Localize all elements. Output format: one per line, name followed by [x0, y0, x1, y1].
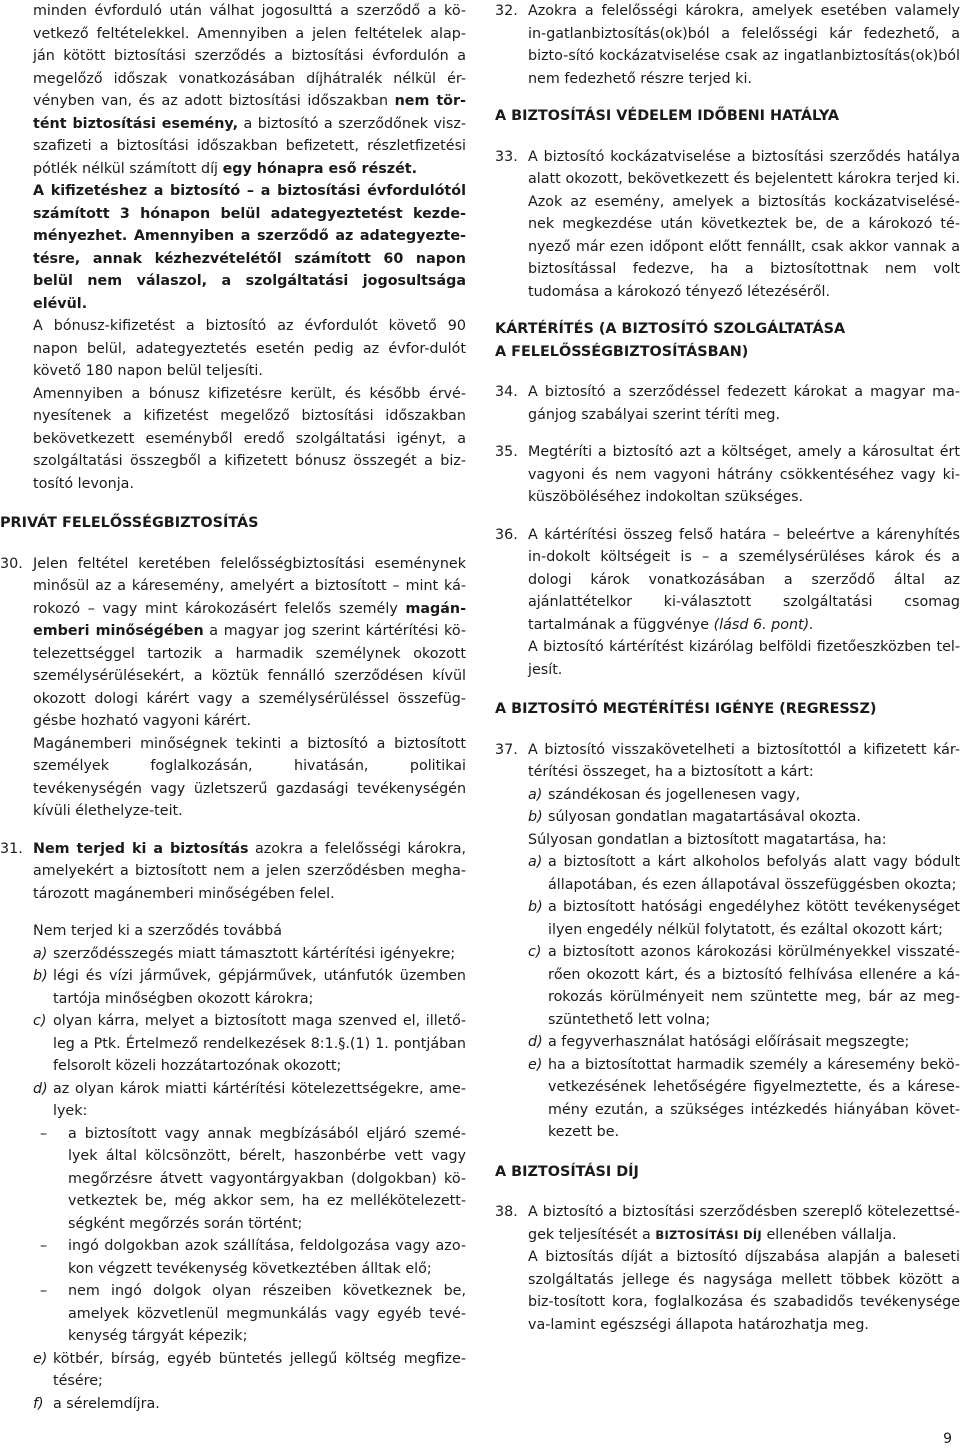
exclusion-e: e) kötbér, bírság, egyéb büntetés jellegű költség megfize-tésére;: [33, 1350, 466, 1389]
clause-number: 31.: [0, 840, 23, 857]
page-number: 9: [943, 1430, 952, 1447]
section-heading-regress: A BIZTOSÍTÓ MEGTÉRÍTÉSI IGÉNYE (REGRESSZ): [495, 701, 877, 717]
clause-36: 36. A kártérítési összeg felső határa – beleértve a kárenyhítés in-dokolt költségeit is – a személysérüléses károk és a dologi károk vonatkozásában a szerződő által az ajánlattételkor ki-választott szolgáltatási csomag tartalmának a függvénye (lásd 6. pont). A biztosító kártérítést kizárólag belföldi fizetőeszközben tel-jesít.: [495, 524, 960, 682]
clause-number: 30.: [0, 555, 23, 572]
clause-number: 34.: [495, 384, 518, 400]
clause-number: 35.: [495, 444, 518, 460]
exclusion-d-dash-3: – nem ingó dolgok olyan részeiben következnek be, amelyek közvetlenül megmunkálás vagy egyéb tevé-kenység tárgyát képezik;: [40, 1283, 466, 1344]
clause-38: 38. A biztosító a biztosítási szerződésben szereplő kötelezettsé-gek teljesítését a BIZTOSÍTÁSI DÍJ ellenében vállalja. A biztosítás díját a biztosító díjszabása alapján a baleseti szolgáltatás jellege és nagysága mellett többek között a biz-tosított kora, foglalkozása és szabadidős tevékenysége va-lamint egészségi állapota határozhatja meg.: [495, 1201, 960, 1336]
negligence-c: c) a biztosított azonos károkozási körülményekkel visszaté-rően okozott kárt, és a biztosító felhívása ellenére a ká-rokozás körülményeit nem szüntette meg, bár az meg-szüntethető lett volna;: [528, 944, 960, 1028]
clause-32: 32. Azokra a felelősségi károkra, amelyek esetében valamely in-gatlanbiztosítás(ok)ból a felelősségi kár fedezhető, a bizto-sító kockázatviselése csak az ingatlanbiztosítás(ok)ból nem fedezhető részre terjed ki.: [495, 0, 960, 90]
right-column: [495, 0, 960, 1336]
clause-30-private-capacity: Magánemberi minőségnek tekinti a biztosító a biztosított személyek foglalkozásán, hivatásán, politikai tevékenységén vagy üzletszerű gazdasági tevékenységén kívüli élethelyze-teit.: [33, 735, 466, 819]
bonus-paragraph: [0, 0, 466, 180]
bonus-payment: A bónusz-kifizetést a biztosító az évfordulót követő 90 napon belül, adategyeztetés esetén pedig az évfor-dulót követő 180 napon belül teljesíti.: [33, 318, 466, 379]
negligence-a: a) a biztosított a kárt alkoholos befolyás alatt vagy bódult állapotában, és ezen állapotával összefüggésben okozta;: [528, 854, 960, 893]
clause-number: 37.: [495, 741, 518, 758]
negligence-b: b) a biztosított hatósági engedélyhez kötött tevékenységet ilyen engedély nélkül folytatott, és ezáltal okozott kárt;: [528, 899, 960, 938]
bonus-bold-1: nem tör-tént biztosítási esemény,: [33, 93, 466, 132]
clause-number: 32.: [495, 3, 518, 19]
section-heading-private-liability: PRIVÁT FELELŐSSÉGBIZTOSÍTÁS: [0, 515, 259, 531]
section-heading-time-scope: A BIZTOSÍTÁSI VÉDELEM IDŐBENI HATÁLYA: [495, 108, 840, 124]
clause-31: 31. Nem terjed ki a biztosítás azokra a felelősségi károkra, amelyekért a biztosított nem a jelen szerződésben megha-tározott magánemberi minőségében felel.: [0, 838, 466, 906]
exclusion-d-dash-2: – ingó dolgokban azok szállítása, feldolgozása vagy azo-kon végzett tevékenység következtében álltak elő;: [40, 1238, 466, 1277]
clause-37: 37. A biztosító visszakövetelheti a biztosítottól a kifizetett kár-térítési összeget, ha a biztosított a kárt:: [495, 739, 960, 784]
regress-b: b) súlyosan gondatlan magatartásával okozta.: [528, 809, 861, 825]
exclusion-d-dash-1: – a biztosított vagy annak megbízásából eljáró szemé-lyek által kölcsönzött, bérelt, haszonbérbe vett vagy megőrzésre átvett vagyontárgyakban (dolgokban) kö-vetkeztek be, még akkor sem, ha ez mellékötelezett-ségként megőrzés során történt;: [40, 1125, 466, 1232]
exclusion-d: d) az olyan károk miatti kártérítési kötelezettségekre, ame-lyek:: [33, 1080, 466, 1119]
clause-number: 36.: [495, 526, 518, 543]
exclusion-b: b) légi és vízi járművek, gépjárművek, utánfutók üzemben tartója minőségben okozott károkra;: [33, 968, 466, 1007]
negligence-e: e) ha a biztosítottat harmadik személy a káresemény bekö-vetkezésének lehetőségére figyelmeztette, és a kárese-mény ezután, a szükséges intézkedés hiányában követ-kezett be.: [528, 1056, 960, 1140]
left-column: [0, 0, 466, 1415]
exclusion-c: c) olyan kárra, melyet a biztosított maga szenved el, illető-leg a Ptk. Értelmező rendelkezések 8:1.§.(1) 1. pontjában felsorolt közeli hozzátartozónak okozott;: [33, 1013, 466, 1074]
bonus-text-1: minden évforduló után válhat jogosulttá a szerződő a kö-vetkező feltételekkel. Amennyiben a jelen feltételek alap-ján kötött biztosítási szerződés a biztosítási évfordulón a megelőző időszak vonatkozásában díjhátralék nélkül ér-vényben van, és az adott biztosítási időszakban: [33, 3, 466, 109]
clause-number: 38.: [495, 1204, 518, 1220]
clause-33: 33. A biztosító kockázatviselése a biztosítási szerződés hatálya alatt okozott, bekövetkezett és bejelentett károkra terjed ki. Azok az esemény, amelyek a biztosítás kockázatviselésé-nek megkezdése után következtek be, de a károkozó té-nyező már ezen időpont előtt fennállt, csak akkor vannak a biztosítással fedezve, ha a biztosítottnak nem volt tudomása a károkozó tényező létezéséről.: [495, 146, 960, 304]
exclusion-f: f) a sérelemdíjra.: [33, 1395, 160, 1412]
bonus-data-check: A kifizetéshez a biztosító – a biztosítási évfordulótól számított 3 hónapon belül adategyeztetést kezde-ményezhet. Amennyiben a szerződő az adategyezte-tésre, annak kézhezvételétől számított 60 napon belül nem válaszol, a szolgáltatási jogosultsága elévül.: [33, 183, 466, 312]
section-heading-compensation: KÁRTÉRÍTÉS (A BIZTOSÍTÓ SZOLGÁLTATÁSA A FELELŐSSÉGBIZTOSÍTÁSBAN): [495, 321, 846, 360]
clause-35: 35. Megtéríti a biztosító azt a költséget, amely a károsultat ért vagyoni és nem vagyoni hátrány csökkentéséhez vagy ki-küszöböléséhez indokoltan szükséges.: [495, 441, 960, 509]
clause-30: 30. Jelen feltétel keretében felelősségbiztosítási eseménynek minősül az a káresemény, amelyért a biztosított – mint ká-rokozó – vagy mint károkozásért felelős személy magán-emberi minőségében a magyar jog szerint kártérítési kö-telezettséggel tartozik a harmadik személynek okozott személysérülésekért, a köztük fennálló szerződésen kívül okozott dologi kárért vagy a személysérüléssel összefüg-gésbe hozható vagyoni kárért. Magánemberi minőségnek tekinti a biztosító a biztosított személyek foglalkozásán, hivatásán, politikai tevékenységén vagy üzletszerű gazdasági tevékenységén kívüli élethelyze-teit.: [0, 553, 466, 823]
clause-34: 34. A biztosító a szerződéssel fedezett károkat a magyar ma-gánjog szabályai szerint téríti meg.: [495, 381, 960, 426]
gross-negligence-intro: Súlyosan gondatlan a biztosított magatartása, ha:: [528, 831, 887, 848]
exclusion-a: a) szerződésszegés miatt támasztott kártérítési igényekre;: [33, 945, 456, 962]
negligence-d: d) a fegyverhasználat hatósági előírásait megszegte;: [528, 1034, 910, 1050]
clause-number: 33.: [495, 148, 518, 165]
bonus-deduction: Amennyiben a bónusz kifizetésre került, és később érvé-nyesítenek a kifizetést megelőző biztosítási időszakban bekövetkezett eseményből eredő szolgáltatási igényt, a szolgáltatási összegből a kifizetett bónusz összegét a biz-tosító levonja.: [33, 385, 466, 492]
bonus-text-2: a biztosító a szerződőnek visz-szafizeti a biztosítási időszakban befizetett, részletfizetési pótlék nélkül számított díj: [33, 115, 466, 177]
exclusions-intro: Nem terjed ki a szerződés továbbá: [33, 923, 282, 939]
bonus-bold-2: egy hónapra eső részét.: [222, 160, 418, 177]
section-heading-fee: A BIZTOSÍTÁSI DÍJ: [495, 1163, 639, 1180]
regress-a: a) szándékosan és jogellenesen vagy,: [528, 786, 801, 803]
